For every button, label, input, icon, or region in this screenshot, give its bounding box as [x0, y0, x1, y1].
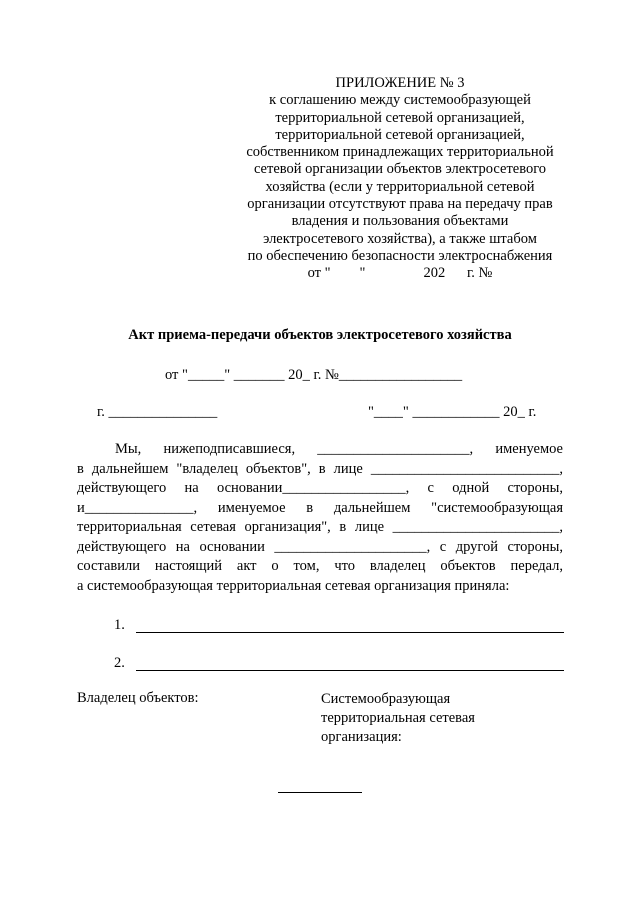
body-line: Мы, нижеподписавшиеся, _____________________, именуемое: [115, 441, 563, 457]
appendix-line: владения и пользования объектами: [291, 213, 509, 230]
appendix-date-line: от " " 202 г. №: [307, 265, 493, 282]
appendix-line: сетевой организации объектов электросетевого: [253, 161, 547, 178]
item-blank-line: [136, 670, 564, 671]
body-line: действующего на основании_________________, с одной стороны,: [77, 480, 563, 496]
organization-label-line: территориальная сетевая: [321, 710, 475, 726]
appendix-line: территориальной сетевой организацией,: [275, 109, 525, 126]
act-body: [77, 440, 563, 596]
body-line: территориальная сетевая организация", в лице _______________________,: [77, 519, 563, 535]
appendix-line: к соглашению между системообразующей: [269, 92, 531, 109]
body-line: а системообразующая территориальная сетевая организация приняла:: [77, 577, 510, 594]
appendix-line: хозяйства (если у территориальной сетевой: [265, 178, 535, 195]
organization-signature-label: [321, 690, 475, 747]
owner-signature-label: Владелец объектов:: [77, 690, 199, 706]
appendix-title: ПРИЛОЖЕНИЕ № 3: [335, 75, 465, 91]
appendix-line: собственником принадлежащих территориальной: [246, 144, 554, 161]
body-line: действующего на основании _____________________, с другой стороны,: [77, 538, 563, 555]
body-line: в дальнейшем "владелец объектов", в лице __________________________,: [77, 460, 563, 477]
act-title: Акт приема-передачи объектов электросетевого хозяйства: [128, 327, 512, 343]
item-blank-line: [136, 632, 564, 633]
appendix-line: электросетевого хозяйства), а также штабом: [263, 230, 537, 247]
date-right: "____" ____________ 20_ г.: [368, 404, 537, 420]
appendix-line: организации отсутствуют права на передачу прав: [247, 196, 553, 213]
body-line: и_______________, именуемое в дальнейшем "системообразующая: [77, 499, 563, 516]
body-line: составили настоящий акт о том, что владелец объектов передал,: [77, 558, 563, 574]
appendix-line: по обеспечению безопасности электроснабжения: [247, 247, 553, 264]
city-line: г. _______________: [97, 404, 218, 420]
item-number: 2.: [114, 655, 125, 671]
act-date-line: от "_____" _______ 20_ г. №_________________: [165, 367, 463, 383]
appendix-line: территориальной сетевой организацией,: [275, 126, 525, 143]
organization-label-line: Системообразующая: [321, 691, 451, 707]
item-number: 1.: [114, 617, 125, 633]
organization-label-line: организация:: [321, 729, 402, 745]
appendix-header: [230, 75, 570, 283]
closing-rule: [278, 792, 362, 793]
